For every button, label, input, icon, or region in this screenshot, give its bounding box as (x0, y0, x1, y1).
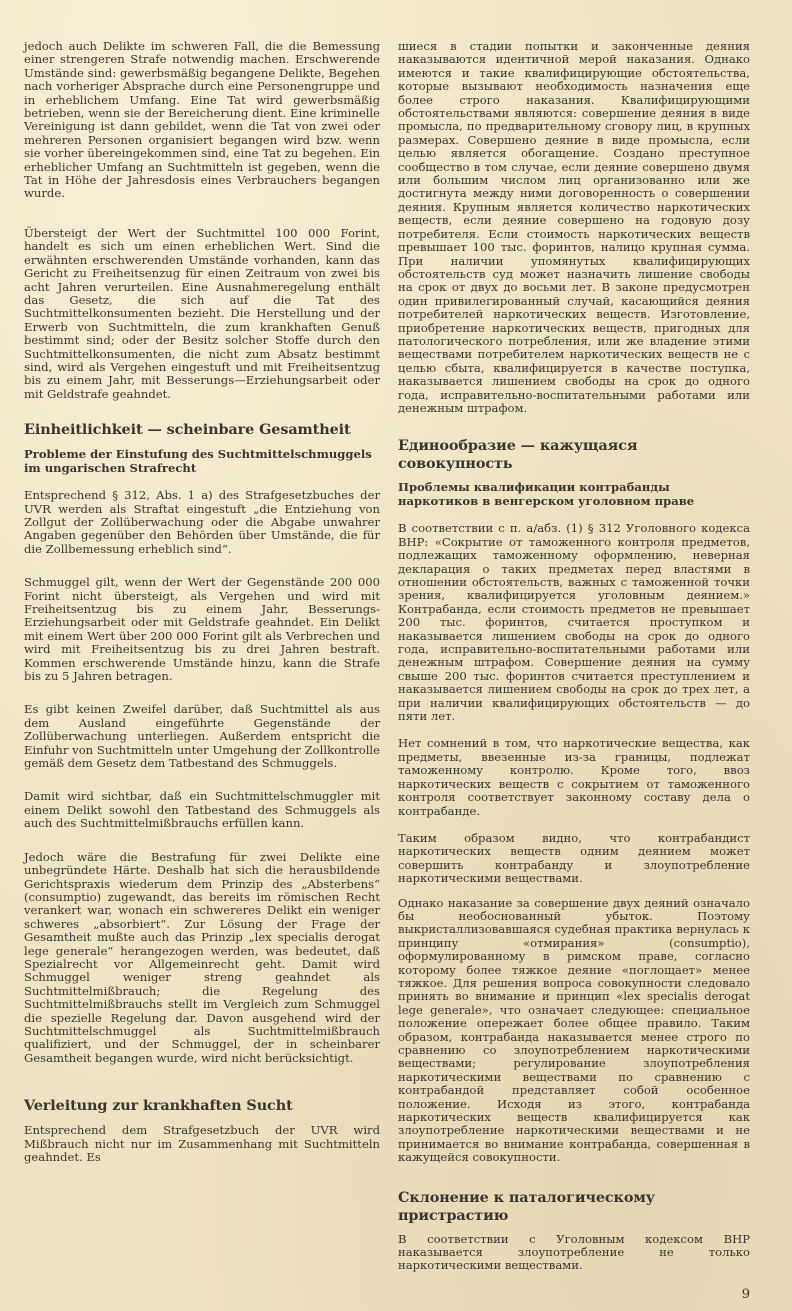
paragraph: Таким образом видно, что контрабандист наркотических веществ одним деянием может совершить контрабанду и злоупотребление наркотическими веществами. (398, 830, 750, 886)
left-column-german (24, 40, 380, 1164)
two-column-body (0, 40, 792, 1273)
paragraph: Jedoch wäre die Bestrafung für zwei Delikte eine unbegründete Härte. Deshalb hat sich die herausbildende Gerichtspraxis wiederum dem Prinzip des „Absterbens“ (consumptio) zugewandt, das bereits im römischen Recht verankert war, wonach ein schwereres Delikt ein weniger schweres „absorbiert“. Zur Lösung der Frage der Gesamtheit mußte auch das Prinzip „lex specialis derogat lege generale“ herangezogen werden, was bedeutet, daß Spezialrecht vor Allgemeinrecht geht. Damit wird Schmuggel weniger streng geahndet als Suchtmittelmißbrauch; die Regelung des Suchtmittelmißbrauchs stellt im Vergleich zum Schmuggel die spezielle Regelung dar. Davon ausgehend wird der Suchtmittelschmuggel als Suchtmittelmißbrauch qualifiziert, und der Schmuggel, der in scheinbarer Gesamtheit begangen wurde, wird nicht berücksichtigt. (24, 849, 380, 1065)
right-column-russian (398, 40, 750, 1273)
paragraph: В соответствии с Уголовным кодексом ВНР наказывается злоупотребление не только наркотическими веществами. (398, 1231, 750, 1273)
section-subheading: Probleme der Einstufung des Suchtmittelschmuggels im ungarischen Strafrecht (24, 447, 372, 475)
section-heading: Единообразие — кажущаяся совокупность (398, 437, 638, 473)
paragraph: Нет сомнений в том, что наркотические вещества, как предметы, ввезенные из-за границы, подлежат таможенному контролю. Кроме того, ввоз наркотических веществ с сокрытием от таможенного контроля соответствует законному составу дела о контрабанде. (398, 736, 750, 818)
paragraph: В соответствии с п. а/абз. (1) § 312 Уголовного кодекса ВНР: «Сокрытие от таможенного контроля предметов, подлежащих таможенному оформлению, неверная декларация о таких предметах перед властями в отношении обстоятельств, важных с таможенной точки зрения, квалифицируется уголовным деянием.» Контрабанда, если стоимость предметов не превышает 200 тыс. форинтов, считается проступком и наказывается лишением свободы на срок до одного года, исправительно-воспитательными работами или денежным штрафом. Совершение деяния на сумму свыше 200 тыс. форинтов считается преступлением и наказывается лишением свободы на срок до трех лет, а при наличии квалифицирующих обстоятельств — до пяти лет. (398, 521, 750, 724)
paragraph: jedoch auch Delikte im schweren Fall, die die Bemessung einer strengeren Strafe notwendig machen. Erschwerende Umstände sind: gewerbsmäßig begangene Delikte, Begehen nach vorheriger Absprache durch eine Personengruppe und in erheblichem Umfang. Eine Tat wird gewerbsmäßig betrieben, wenn sie der Bereicherung dient. Eine kriminelle Vereinigung ist dann gebildet, wenn die Tat von zwei oder mehreren Personen organisiert begangen wird bzw. wenn sie vorher übereingekommen sind, eine Tat zu begehen. Ein erheblicher Umfang an Suchtmitteln ist gegeben, wenn die Tat in Höhe der Jahresdosis eines Verbrauchers begangen wurde. (24, 39, 380, 201)
paragraph: Schmuggel gilt, wenn der Wert der Gegenstände 200 000 Forint nicht übersteigt, als Vergehen und wird mit Freiheitsentzug bis zu einem Jahr, Besserungs-Erziehungsarbeit oder mit Geldstrafe geahndet. Ein Delikt mit einem Wert über 200 000 Forint gilt als Verbrechen und wird mit Freiheitsentzug bis zu drei Jahren bestraft. Kommen erschwerende Umstände hinzu, kann die Strafe bis zu 5 Jahren betragen. (24, 575, 380, 684)
paragraph: Entsprechend § 312, Abs. 1 a) des Strafgesetzbuches der UVR werden als Straftat eingestuft „die Entziehung von Zollgut der Zollüberwachung oder die Abgabe unwahrer Angaben gegenüber den Behörden über Umstände, die für die Zollbemessung erheblich sind“. (24, 488, 380, 556)
paragraph: Übersteigt der Wert der Suchtmittel 100 000 Forint, handelt es sich um einen erheblichen Wert. Sind die erwähnten erschwerenden Umstände vorhanden, kann das Gericht zu Freiheitsenzug für einen Zeitraum von zwei bis acht Jahren verurteilen. Eine Ausnahmeregelung enthält das Gesetz, die sich auf die Tat des Suchtmittelkonsumenten bezieht. Die Herstellung und der Erwerb von Suchtmitteln, die zum krankhaften Genuß bestimmt sind; oder der Besitz solcher Stoffe durch den Suchtmittelkonsumenten, die nicht zum Absatz bestimmt sind, wird als Vergehen eingestuft und mit Freiheitsentzug bis zu einem Jahr, mit Besserungs—Erziehungsarbeit oder mit Geldstrafe geahndet. (24, 225, 380, 401)
section-heading: Einheitlichkeit — scheinbare Gesamtheit (24, 421, 351, 439)
paragraph: шиеся в стадии попытки и законченные деяния наказываются идентичной мерой наказания. Однако имеются и такие квалифицирующие обстоятельства, которые вызывают необходимость назначения еще более строго наказания. Квалифицирующими обстоятельствами являются: совершение деяния в виде промысла, по предварительному сговору лиц, в крупных размерах. Совершено деяние в виде промысла, если целью является обогащение. Создано преступное сообщество в том случае, если деяние совершено двумя или большим числом лиц организованно или же достигнута между ними договоренность о совершении деяния. Крупным является количество наркотических веществ, если деяние совершено на годовую дозу потребителя. Если стоимость наркотических веществ превышает 100 тыс. форинтов, налицо крупная сумма. При наличии упомянутых квалифицирующих обстоятельств суд может назначить лишение свободы на срок от двух до восьми лет. В законе предусмотрен один привилегированный случай, касающийся деяния потребителей наркотических веществ. Изготовление, приобретение наркотических веществ, пригодных для патологического потребления, или же владение этими веществами потребителем наркотических веществ не с целью сбыта, квалифицируется в качестве поступка, наказывается лишением свободы на срок до одного года, исправительно-воспитательными работами или денежным штрафом. (398, 39, 750, 415)
section-heading: Склонение к паталогическому пристрастию (398, 1188, 655, 1224)
paragraph: Однако наказание за совершение двух деяний означало бы необоснованный убыток. Поэтому выкристаллизовавшаяся судебная практика вернулась к принципу «отмирания» (consumptio), оформулированному в римском праве, согласно которому более тяжкое деяние «поглощает» менее тяжкое. Для решения вопроса совокупности следовало принять во внимание и принцип «lex specialis derogat lege generale», что означает следующее: специальное положение опережает более общее правило. Таким образом, контрабанда наказывается менее строго по сравнению со злоупотреблением наркотическими веществами; регулирование злоупотребления наркотическими веществами по сравнению с контрабандой представляет собой особенное положение. Исходя из этого, контрабанда наркотических веществ квалифицируется как злоупотребление наркотическими веществами и не принимается во внимание контрабанда, совершенная в кажущейся совокупности. (398, 895, 750, 1165)
paragraph: Es gibt keinen Zweifel darüber, daß Suchtmittel als aus dem Ausland eingeführte Gegenstände der Zollüberwachung unterliegen. Außerdem entspricht die Einfuhr von Suchtmitteln unter Umgehung der Zollkontrolle gemäß dem Gesetz dem Tatbestand des Schmuggels. (24, 702, 380, 771)
section-subheading: Проблемы квалификации контрабанды наркотиков в венгерском уголовном праве (398, 480, 695, 508)
paragraph: Damit wird sichtbar, daß ein Suchtmittelschmuggler mit einem Delikt sowohl den Tatbestand des Schmuggels als auch des Suchtmittelmißbrauchs erfüllen kann. (24, 789, 380, 831)
section-heading: Verleitung zur krankhaften Sucht (24, 1097, 293, 1115)
paragraph: Entsprechend dem Strafgesetzbuch der UVR wird Mißbrauch nicht nur im Zusammenhang mit Suchtmitteln geahndet. Es (24, 1123, 380, 1164)
page-footer (0, 1273, 792, 1311)
page-number: 9 (741, 1286, 750, 1302)
